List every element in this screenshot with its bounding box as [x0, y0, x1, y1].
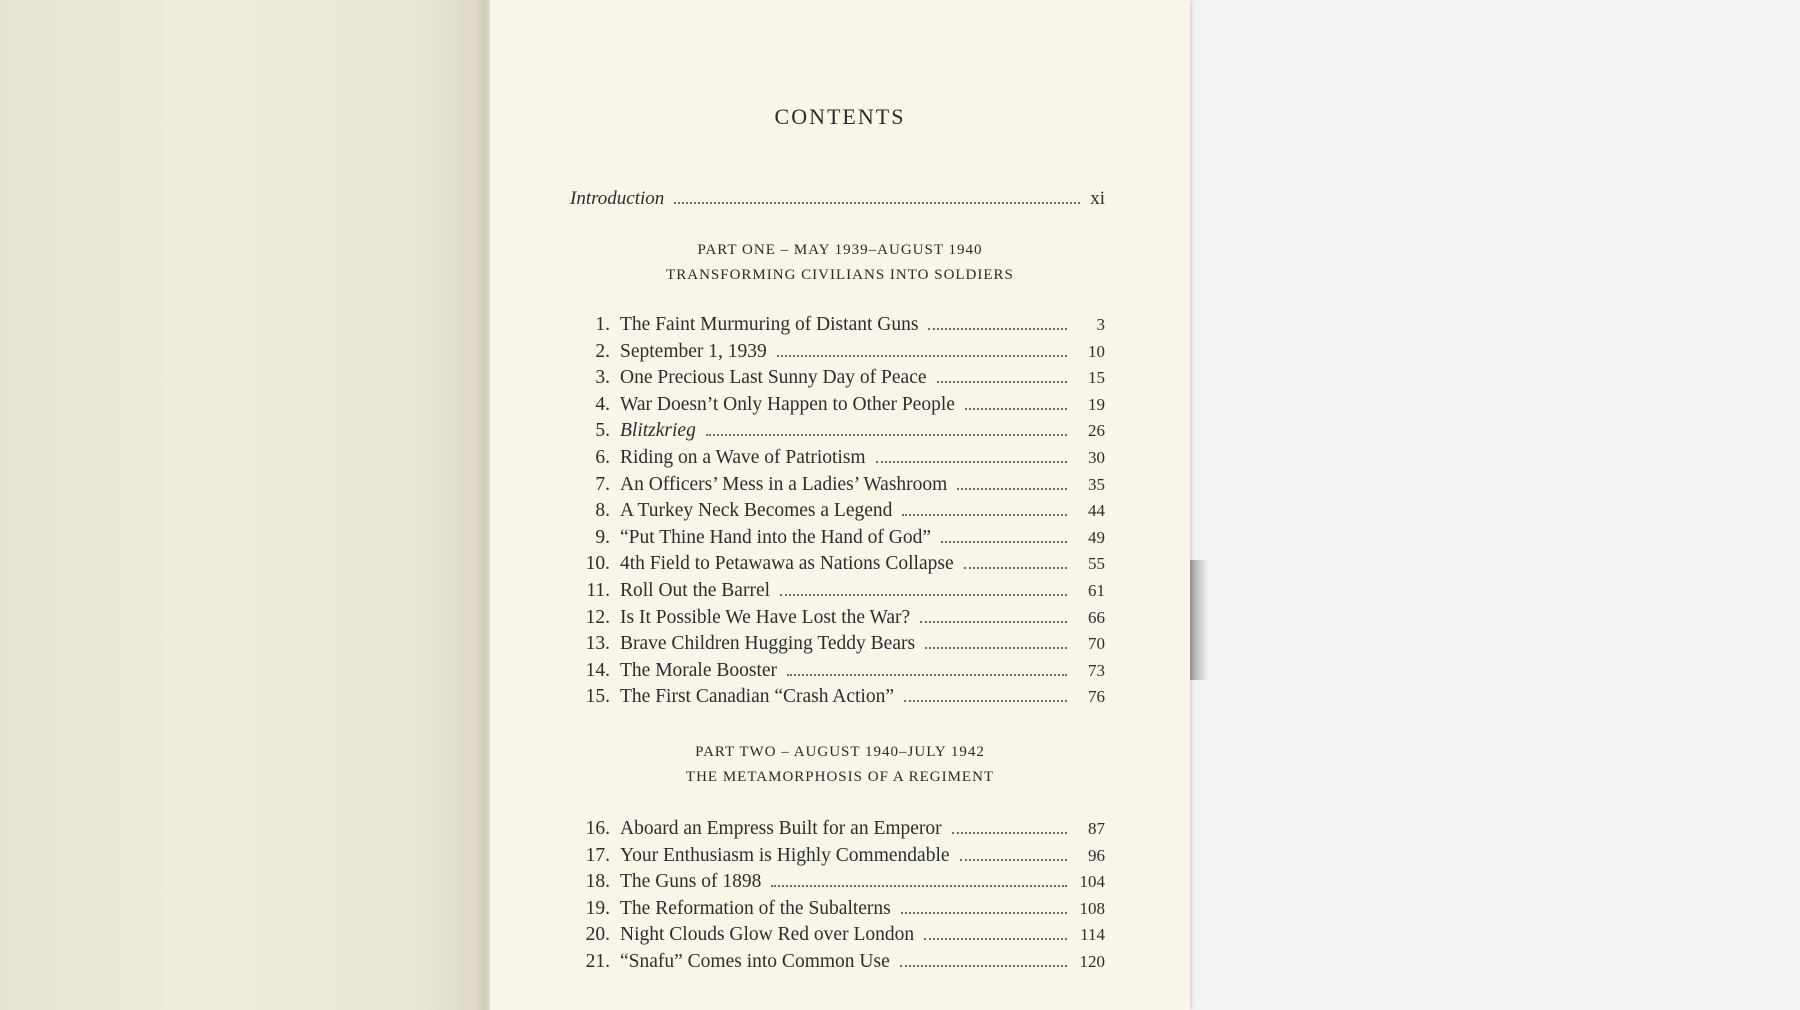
- toc-entry: [570, 607, 1105, 634]
- chapter-number: 21.: [585, 950, 610, 972]
- chapter-title: War Doesn’t Only Happen to Other People: [620, 393, 955, 415]
- chapter-number: 9.: [595, 526, 610, 548]
- page-title: CONTENTS: [774, 104, 906, 129]
- chapter-page: 73: [1088, 660, 1105, 680]
- dot-leader: [771, 885, 1067, 887]
- chapter-page: 108: [1079, 898, 1105, 918]
- chapter-title: An Officers’ Mess in a Ladies’ Washroom: [620, 473, 948, 495]
- part-two-chapter-list: [570, 818, 1105, 978]
- part-two-title: PART TWO – AUGUST 1940–JULY 1942: [695, 744, 985, 760]
- chapter-title: One Precious Last Sunny Day of Peace: [620, 367, 927, 389]
- chapter-title: Aboard an Empress Built for an Emperor: [620, 818, 942, 839]
- dot-leader: [900, 965, 1067, 967]
- dot-leader: [920, 621, 1067, 623]
- chapter-title: The Guns of 1898: [620, 871, 762, 893]
- part-two-heading: [490, 740, 1190, 790]
- toc-entry: [570, 500, 1105, 527]
- chapter-title: A Turkey Neck Becomes a Legend: [620, 500, 893, 522]
- chapter-number: 8.: [595, 500, 610, 522]
- chapter-title: Blitzkrieg: [620, 420, 696, 442]
- chapter-title: “Snafu” Comes into Common Use: [620, 950, 890, 972]
- chapter-number: 20.: [585, 924, 610, 946]
- toc-entry: [570, 527, 1105, 554]
- toc-entry: [570, 553, 1105, 580]
- introduction-label: Introduction: [570, 188, 665, 209]
- chapter-number: 1.: [595, 314, 610, 335]
- chapter-title: Night Clouds Glow Red over London: [620, 924, 915, 946]
- chapter-title: The Faint Murmuring of Distant Guns: [620, 314, 919, 335]
- chapter-page: 35: [1088, 474, 1105, 494]
- contents-page: [490, 0, 1190, 1010]
- dot-leader: [941, 541, 1067, 543]
- chapter-title: The Reformation of the Subalterns: [620, 897, 891, 919]
- chapter-page: 49: [1088, 527, 1105, 547]
- dot-leader: [902, 514, 1067, 516]
- chapter-title: The First Canadian “Crash Action”: [620, 686, 895, 708]
- chapter-page: 26: [1088, 421, 1105, 441]
- page-edge-shadow: [1190, 560, 1208, 680]
- part-one-title: PART ONE – MAY 1939–AUGUST 1940: [697, 242, 983, 258]
- toc-entry-introduction: [570, 188, 1105, 210]
- chapter-number: 7.: [595, 473, 610, 495]
- chapter-number: 18.: [585, 871, 610, 893]
- dot-leader: [901, 912, 1067, 914]
- chapter-number: 10.: [585, 553, 610, 575]
- introduction-page: xi: [1090, 188, 1105, 209]
- dot-leader: [960, 859, 1067, 861]
- dot-leader: [674, 202, 1080, 204]
- chapter-page: 44: [1088, 501, 1105, 521]
- chapter-number: 11.: [586, 579, 610, 601]
- chapter-number: 15.: [585, 686, 610, 708]
- toc-entry: [570, 924, 1105, 951]
- dot-leader: [928, 328, 1067, 330]
- toc-entry: [570, 818, 1105, 845]
- toc-entry: [570, 871, 1105, 898]
- dot-leader: [876, 461, 1067, 463]
- chapter-number: 2.: [595, 340, 610, 362]
- toc-entry: [570, 420, 1105, 447]
- dot-leader: [964, 567, 1067, 569]
- toc-entry: [570, 580, 1105, 607]
- chapter-page: 66: [1088, 607, 1105, 627]
- chapter-page: 70: [1088, 634, 1105, 654]
- dot-leader: [937, 381, 1067, 383]
- dot-leader: [965, 408, 1067, 410]
- chapter-number: 14.: [585, 659, 610, 681]
- dot-leader: [952, 832, 1067, 834]
- chapter-number: 4.: [595, 393, 610, 415]
- chapter-title: Is It Possible We Have Lost the War?: [620, 606, 911, 628]
- chapter-title: The Morale Booster: [620, 659, 778, 681]
- chapter-title: Your Enthusiasm is Highly Commendable: [620, 844, 950, 866]
- part-two-subtitle: THE METAMORPHOSIS OF A REGIMENT: [685, 769, 995, 785]
- toc-entry: [570, 367, 1105, 394]
- dot-leader: [787, 674, 1067, 676]
- part-one-chapter-list: [570, 314, 1105, 713]
- left-page: [0, 0, 485, 1010]
- chapter-page: 15: [1088, 368, 1105, 388]
- chapter-page: 87: [1088, 819, 1105, 838]
- chapter-page: 104: [1079, 872, 1105, 892]
- chapter-number: 17.: [585, 844, 610, 866]
- chapter-page: 76: [1088, 687, 1105, 707]
- chapter-title: Roll Out the Barrel: [620, 579, 771, 601]
- chapter-page: 96: [1088, 845, 1105, 865]
- chapter-number: 5.: [595, 420, 610, 442]
- dot-leader: [777, 355, 1067, 357]
- toc-entry: [570, 898, 1105, 925]
- chapter-number: 13.: [585, 633, 610, 655]
- chapter-page: 120: [1079, 951, 1105, 971]
- toc-entry: [570, 341, 1105, 368]
- chapter-page: 10: [1088, 341, 1105, 361]
- chapter-page: 61: [1088, 580, 1105, 600]
- chapter-page: 114: [1080, 925, 1105, 945]
- chapter-page: 19: [1088, 394, 1105, 414]
- chapter-number: 3.: [595, 367, 610, 389]
- chapter-title: “Put Thine Hand into the Hand of God”: [620, 526, 932, 548]
- toc-entry: [570, 845, 1105, 872]
- toc-entry: [570, 474, 1105, 501]
- chapter-title: Riding on a Wave of Patriotism: [620, 446, 866, 468]
- dot-leader: [924, 938, 1067, 940]
- toc-entry: [570, 447, 1105, 474]
- toc-entry: [570, 686, 1105, 713]
- toc-entry: [570, 951, 1105, 978]
- chapter-number: 16.: [585, 818, 610, 839]
- chapter-number: 12.: [585, 606, 610, 628]
- chapter-page: 55: [1088, 554, 1105, 574]
- toc-entry: [570, 660, 1105, 687]
- dot-leader: [706, 434, 1067, 436]
- dot-leader: [957, 488, 1067, 490]
- chapter-title: September 1, 1939: [620, 340, 767, 362]
- part-one-subtitle: TRANSFORMING CIVILIANS INTO SOLDIERS: [666, 267, 1014, 283]
- toc-entry: [570, 394, 1105, 421]
- chapter-title: 4th Field to Petawawa as Nations Collapse: [620, 553, 954, 575]
- toc-entry: [570, 633, 1105, 660]
- chapter-page: 3: [1096, 315, 1105, 334]
- part-one-heading: [490, 238, 1190, 288]
- dot-leader: [780, 594, 1067, 596]
- toc-entry: [570, 314, 1105, 341]
- dot-leader: [904, 700, 1067, 702]
- chapter-number: 19.: [585, 897, 610, 919]
- dot-leader: [925, 647, 1067, 649]
- chapter-page: 30: [1088, 447, 1105, 467]
- chapter-title: Brave Children Hugging Teddy Bears: [620, 633, 916, 655]
- chapter-number: 6.: [595, 446, 610, 468]
